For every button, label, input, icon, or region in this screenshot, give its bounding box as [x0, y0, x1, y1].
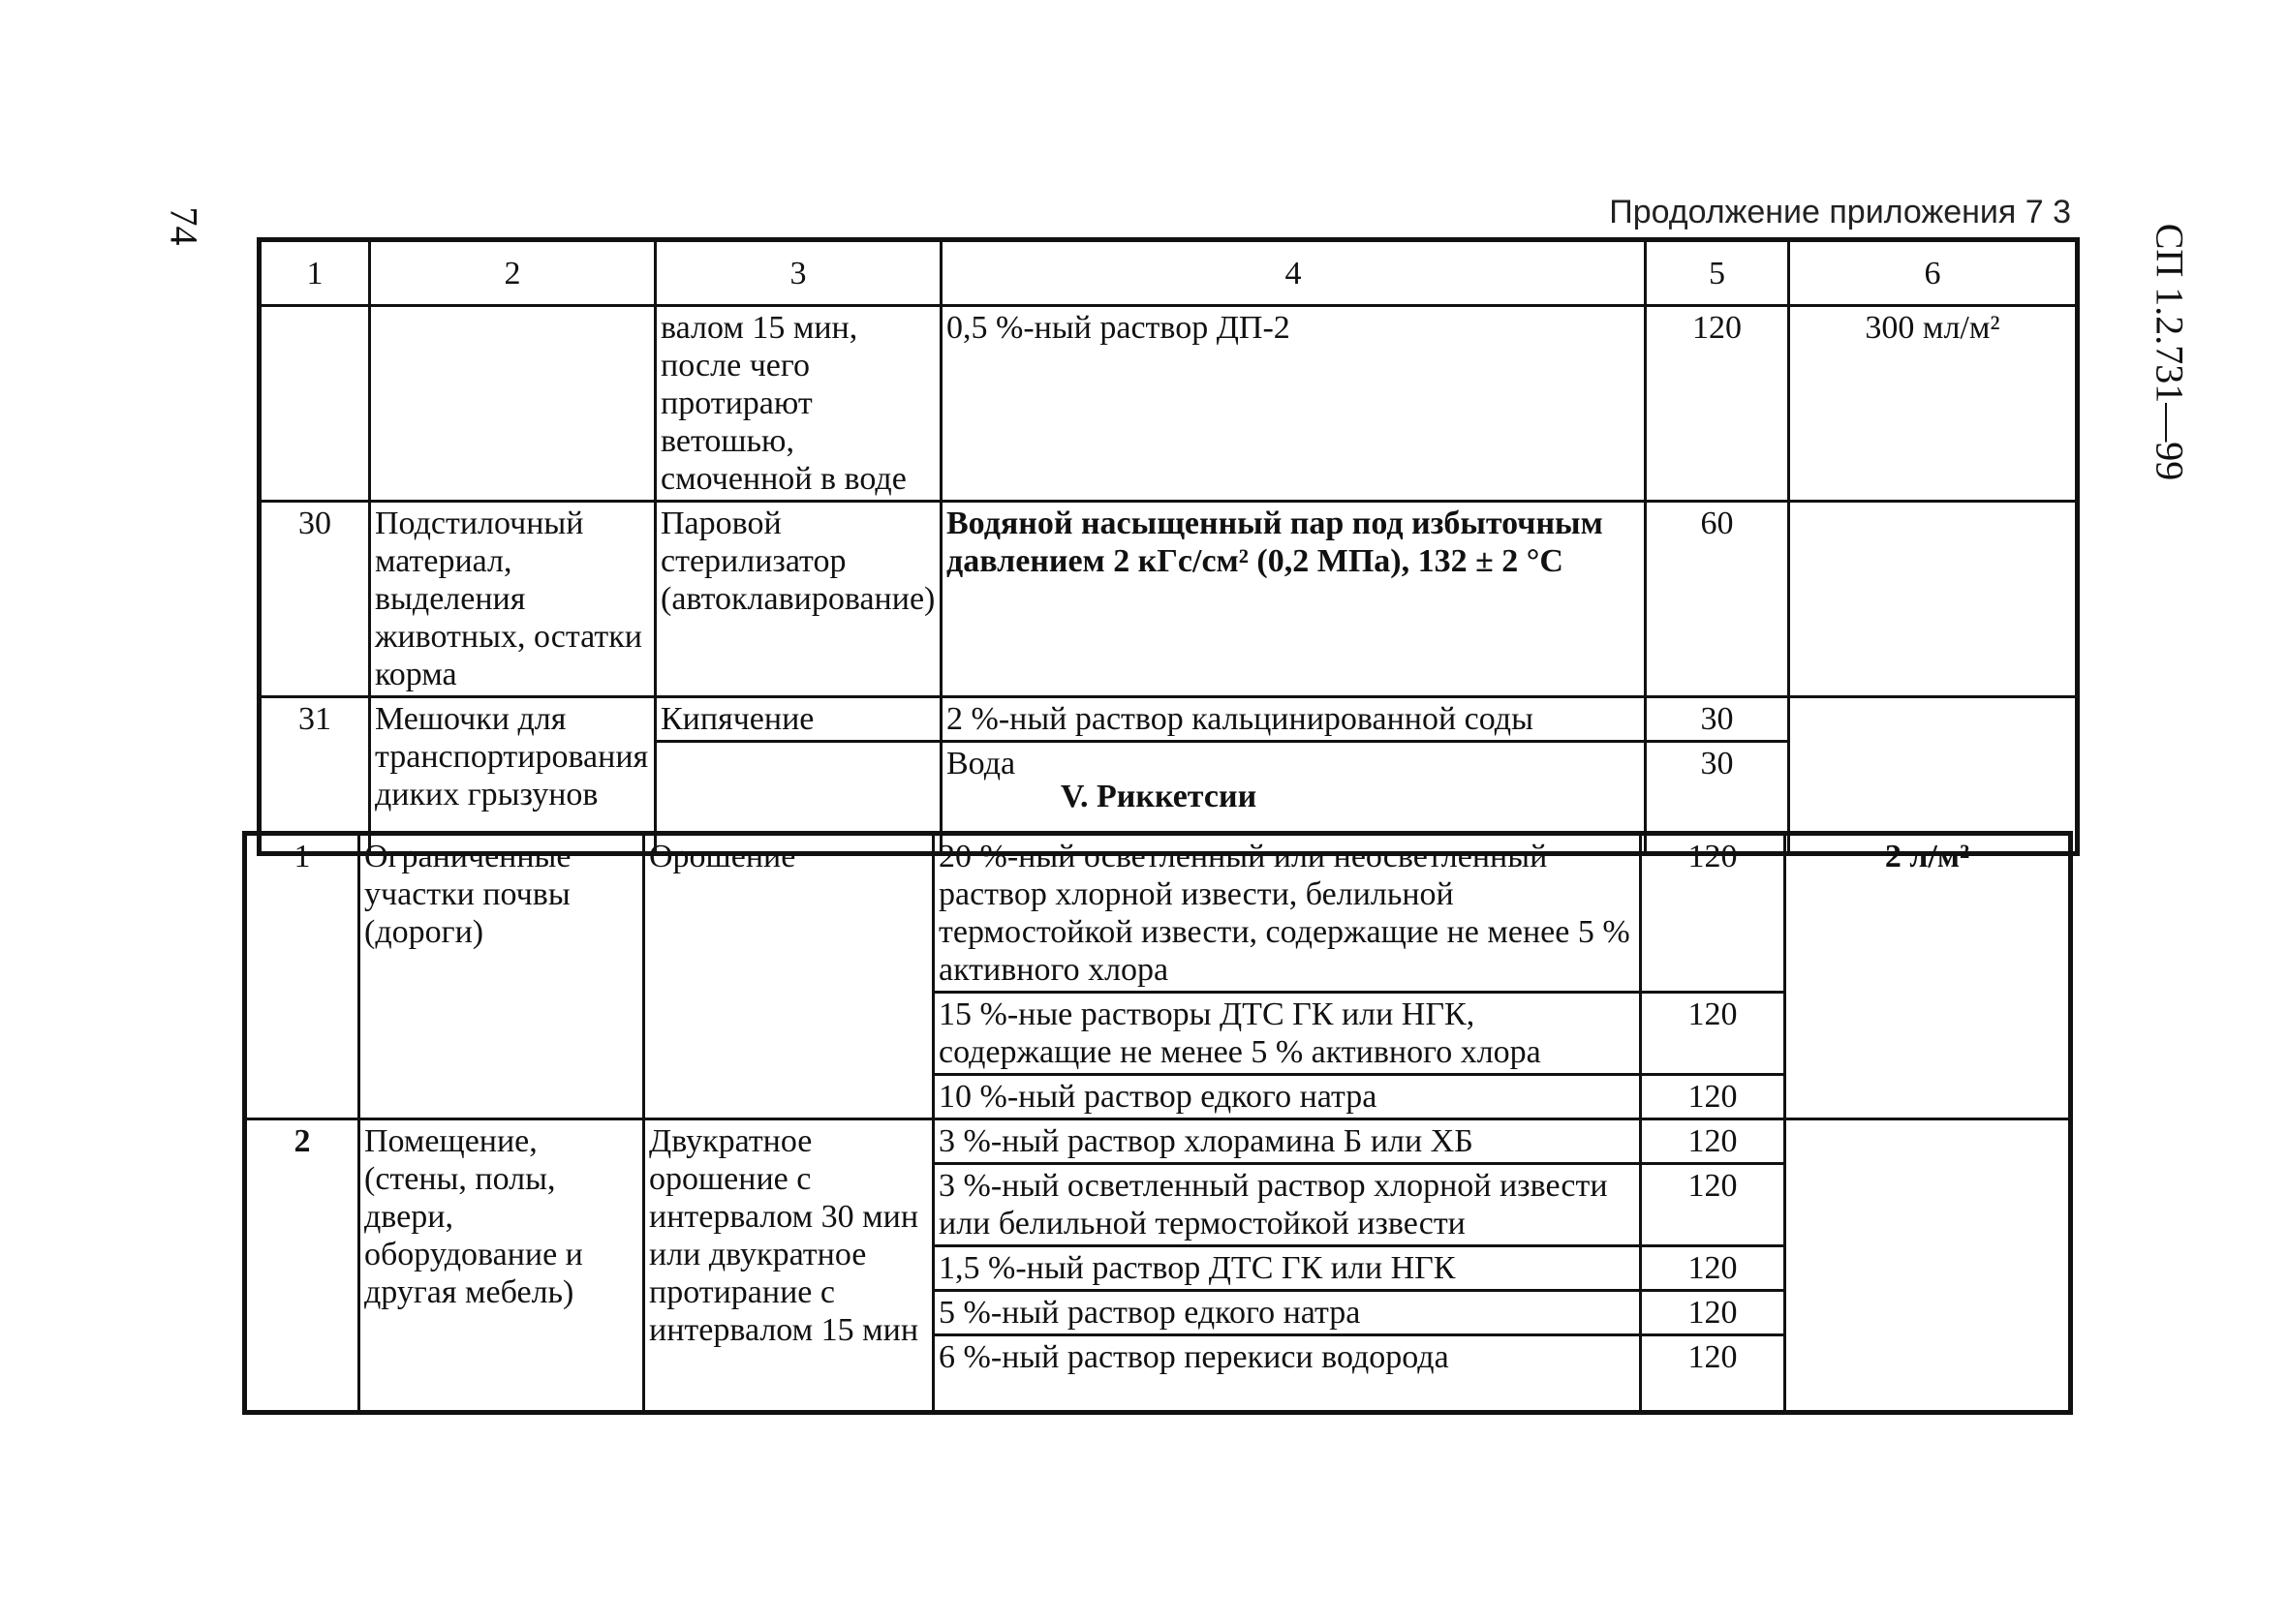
- column-header: 1: [260, 240, 370, 306]
- object-cell: Подстилочный материал, выделения животных, остатки корма: [370, 502, 656, 697]
- table-row: [260, 306, 2078, 502]
- method-cell: Кипячение: [656, 697, 942, 742]
- table-row: [260, 502, 2078, 697]
- object-cell: Мешочки для транспортирования диких грызунов: [370, 697, 656, 854]
- time-cell: 120: [1646, 306, 1789, 502]
- time-cell: 120: [1641, 1246, 1785, 1291]
- agent-cell: 2 %-ный раствор кальцинированной соды: [942, 697, 1646, 742]
- method-cell: Двукратное орошение с интервалом 30 мин или двукратное протирание с интервалом 15 мин: [644, 1119, 934, 1413]
- time-cell: 120: [1641, 834, 1785, 993]
- method-cell: Паровой стерилизатор (автоклавирование): [656, 502, 942, 697]
- row-number: 2: [245, 1119, 359, 1413]
- agent-cell: 0,5 %-ный раствор ДП-2: [942, 306, 1646, 502]
- table-header-row: [260, 240, 2078, 306]
- row-number: [260, 306, 370, 502]
- time-cell: 120: [1641, 1335, 1785, 1413]
- time-cell: 120: [1641, 1119, 1785, 1164]
- time-cell: 120: [1641, 1075, 1785, 1119]
- table-continuation: [257, 237, 2080, 856]
- time-cell: 120: [1641, 1164, 1785, 1246]
- agent-cell: Вода: [942, 742, 1646, 854]
- table-rickettsiae: [242, 831, 2073, 1415]
- method-cell: валом 15 мин, после чего протирают ветошью, смоченной в воде: [656, 306, 942, 502]
- norm-cell: 300 мл/м²: [1789, 306, 2078, 502]
- norm-cell: [1789, 502, 2078, 697]
- continuation-label: Продолжение приложения 7 3: [1609, 194, 2071, 230]
- agent-cell: 10 %-ный раствор едкого натра: [934, 1075, 1641, 1119]
- agent-cell: 6 %-ный раствор перекиси водорода: [934, 1335, 1641, 1413]
- column-header: 3: [656, 240, 942, 306]
- time-cell: 30: [1646, 742, 1789, 854]
- object-cell: Ограниченные участки почвы (дороги): [359, 834, 644, 1119]
- time-cell: 120: [1641, 993, 1785, 1075]
- method-cell: Орошение: [644, 834, 934, 1119]
- column-header: 4: [942, 240, 1646, 306]
- agent-cell: 5 %-ный раствор едкого натра: [934, 1291, 1641, 1335]
- time-cell: 30: [1646, 697, 1789, 742]
- agent-cell: Водяной насыщенный пар под избыточным давлением 2 кГс/см² (0,2 МПа), 132 ± 2 °С: [942, 502, 1646, 697]
- column-header: 2: [370, 240, 656, 306]
- time-cell: 60: [1646, 502, 1789, 697]
- column-header: 5: [1646, 240, 1789, 306]
- agent-cell: 3 %-ный раствор хлорамина Б или ХБ: [934, 1119, 1641, 1164]
- column-header: 6: [1789, 240, 2078, 306]
- object-cell: Помещение, (стены, полы, двери, оборудование и другая мебель): [359, 1119, 644, 1413]
- section-title: V. Риккетсии: [1060, 779, 1257, 814]
- agent-cell: 15 %-ные растворы ДТС ГК или НГК, содержащие не менее 5 % активного хлора: [934, 993, 1641, 1075]
- row-number: 30: [260, 502, 370, 697]
- row-number: 1: [245, 834, 359, 1119]
- agent-cell: 20 %-ный осветленный или неосветленный раствор хлорной извести, белильной термостойкой извести, содержащие не менее 5 % активного хлора: [934, 834, 1641, 993]
- document-code: СП 1.2.731—99: [2148, 223, 2192, 481]
- norm-cell: 2 л/м²: [1785, 834, 2071, 1119]
- object-cell: [370, 306, 656, 502]
- table-row: [245, 834, 2071, 993]
- page-number: 74: [162, 206, 206, 246]
- norm-cell: [1785, 1119, 2071, 1413]
- time-cell: 120: [1641, 1291, 1785, 1335]
- row-number: 31: [260, 697, 370, 854]
- agent-cell: 3 %-ный осветленный раствор хлорной извести или белильной термостойкой извести: [934, 1164, 1641, 1246]
- table-row: [260, 697, 2078, 742]
- agent-cell: 1,5 %-ный раствор ДТС ГК или НГК: [934, 1246, 1641, 1291]
- table-row: [245, 1119, 2071, 1164]
